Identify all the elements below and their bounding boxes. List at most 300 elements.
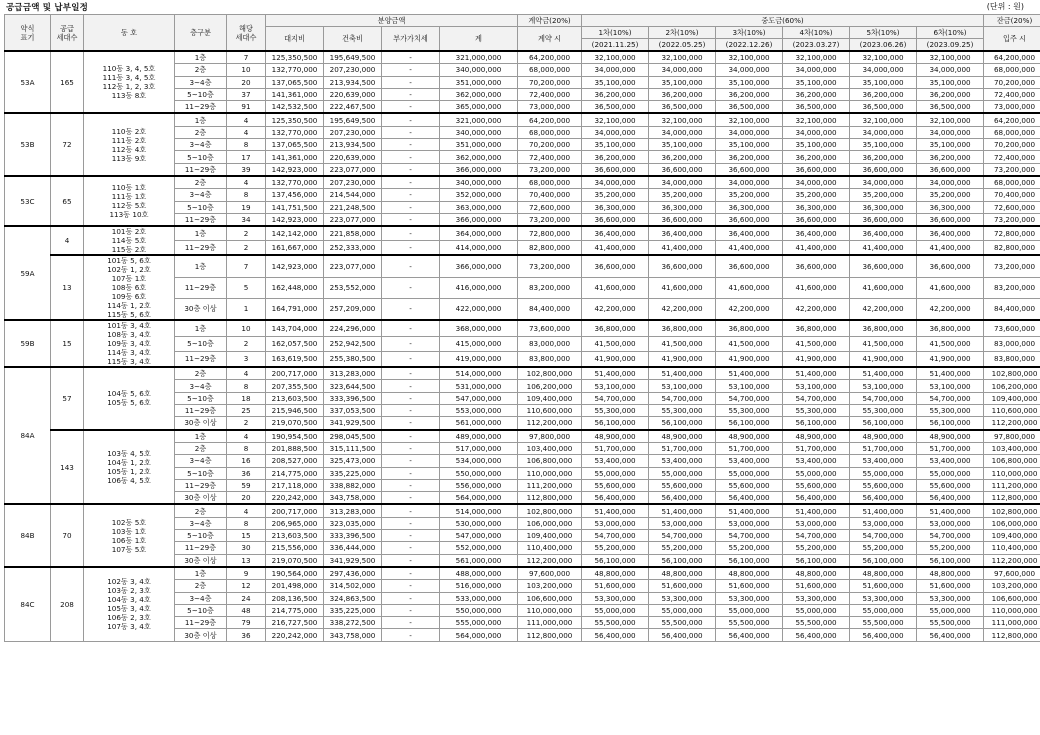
total-price: 321,000,000 [440,113,518,126]
floor-range: 5~10층 [175,88,227,100]
land-price: 208,136,500 [266,592,324,604]
installment-3-amount: 53,100,000 [716,380,783,392]
total-price: 514,000,000 [440,367,518,380]
type-code: 59B [5,320,51,367]
installment-5-amount: 56,100,000 [850,554,917,567]
balance-amount: 68,000,000 [984,126,1040,138]
balance-amount: 109,400,000 [984,530,1040,542]
installment-5-amount: 36,500,000 [850,101,917,114]
unit-count: 8 [227,139,266,151]
installment-4-amount: 36,400,000 [783,226,850,241]
installment-4-amount: 34,000,000 [783,126,850,138]
installment-6-amount: 41,500,000 [917,336,984,351]
building-price: 257,209,000 [324,298,382,320]
installment-5-amount: 36,300,000 [850,201,917,213]
installment-2-amount: 54,700,000 [649,530,716,542]
unit-count: 24 [227,592,266,604]
installment-3-amount: 42,200,000 [716,298,783,320]
floor-range: 2층 [175,367,227,380]
building-price: 207,230,000 [324,126,382,138]
total-price: 550,000,000 [440,604,518,616]
building-price: 297,436,000 [324,567,382,580]
installment-3-amount: 34,000,000 [716,64,783,76]
total-price: 362,000,000 [440,151,518,163]
vat-value: - [382,405,440,417]
installment-3-amount: 51,400,000 [716,504,783,517]
deposit-amount: 73,200,000 [518,255,582,277]
unit-count: 34 [227,213,266,226]
building-price: 213,934,500 [324,139,382,151]
installment-1-amount: 36,800,000 [582,320,649,336]
installment-1-amount: 42,200,000 [582,298,649,320]
installment-1-amount: 55,600,000 [582,479,649,491]
installment-4-amount: 53,100,000 [783,380,850,392]
installment-3-amount: 36,600,000 [716,163,783,176]
installment-2-amount: 56,100,000 [649,417,716,430]
installment-4-amount: 36,600,000 [783,213,850,226]
balance-amount: 64,200,000 [984,113,1040,126]
vat-value: - [382,530,440,542]
building-price: 343,758,000 [324,492,382,505]
vat-value: - [382,629,440,641]
total-price: 366,000,000 [440,213,518,226]
installment-4-amount: 36,600,000 [783,255,850,277]
table-row [5,320,1040,336]
installment-2-amount: 41,500,000 [649,336,716,351]
total-price: 340,000,000 [440,176,518,189]
floor-range: 2층 [175,580,227,592]
dong-ho-list: 103동 4, 5호 104동 1, 2호 105동 1, 2호 106동 4, 5호 [84,430,175,505]
vat-value: - [382,298,440,320]
vat-value: - [382,417,440,430]
installment-4-amount: 54,700,000 [783,392,850,404]
installment-3-amount: 54,700,000 [716,530,783,542]
installment-1-amount: 36,200,000 [582,151,649,163]
vat-value: - [382,76,440,88]
installment-3-amount: 41,600,000 [716,277,783,298]
total-price: 533,000,000 [440,592,518,604]
header-type: 약식 표기 [5,15,51,52]
installment-1-amount: 51,400,000 [582,367,649,380]
installment-4-amount: 55,000,000 [783,467,850,479]
unit-count: 7 [227,255,266,277]
installment-6-amount: 53,100,000 [917,380,984,392]
header-installment-2: 2차(10%) [649,27,716,39]
floor-range: 1층 [175,113,227,126]
building-price: 341,929,500 [324,554,382,567]
installment-2-amount: 32,100,000 [649,113,716,126]
unit-count: 4 [227,126,266,138]
installment-6-amount: 35,200,000 [917,189,984,201]
header-land: 대지비 [266,27,324,52]
header-installment-date-5: (2023.06.26) [850,39,917,52]
installment-6-amount: 41,600,000 [917,277,984,298]
vat-value: - [382,351,440,367]
installment-5-amount: 41,400,000 [850,241,917,256]
installment-4-amount: 48,800,000 [783,567,850,580]
unit-count: 2 [227,241,266,256]
installment-4-amount: 53,400,000 [783,455,850,467]
installment-6-amount: 36,600,000 [917,255,984,277]
land-price: 137,065,500 [266,139,324,151]
installment-5-amount: 35,200,000 [850,189,917,201]
installment-2-amount: 56,400,000 [649,492,716,505]
floor-range: 11~29층 [175,405,227,417]
installment-3-amount: 53,400,000 [716,455,783,467]
floor-range: 5~10층 [175,392,227,404]
installment-5-amount: 53,100,000 [850,380,917,392]
installment-2-amount: 55,500,000 [649,617,716,629]
floor-range: 5~10층 [175,530,227,542]
installment-4-amount: 56,400,000 [783,629,850,641]
installment-5-amount: 55,000,000 [850,467,917,479]
installment-4-amount: 41,600,000 [783,277,850,298]
land-price: 214,775,000 [266,604,324,616]
installment-5-amount: 36,600,000 [850,213,917,226]
unit-count: 36 [227,467,266,479]
vat-value: - [382,392,440,404]
installment-3-amount: 36,600,000 [716,213,783,226]
installment-1-amount: 53,400,000 [582,455,649,467]
table-row [5,226,1040,241]
building-price: 333,396,500 [324,530,382,542]
unit-count: 9 [227,567,266,580]
floor-range: 2층 [175,126,227,138]
installment-5-amount: 55,600,000 [850,479,917,491]
installment-1-amount: 53,000,000 [582,517,649,529]
table-body [5,51,1040,641]
balance-amount: 112,800,000 [984,492,1040,505]
balance-amount: 72,400,000 [984,151,1040,163]
installment-2-amount: 36,300,000 [649,201,716,213]
unit-count: 8 [227,189,266,201]
installment-4-amount: 34,000,000 [783,176,850,189]
unit-count: 2 [227,336,266,351]
installment-1-amount: 34,000,000 [582,64,649,76]
installment-4-amount: 51,700,000 [783,442,850,454]
installment-5-amount: 55,300,000 [850,405,917,417]
installment-1-amount: 55,300,000 [582,405,649,417]
land-price: 200,717,000 [266,367,324,380]
land-price: 142,142,000 [266,226,324,241]
vat-value: - [382,163,440,176]
unit-count: 4 [227,430,266,443]
installment-1-amount: 56,100,000 [582,417,649,430]
balance-amount: 110,000,000 [984,604,1040,616]
installment-2-amount: 55,300,000 [649,405,716,417]
installment-1-amount: 36,600,000 [582,213,649,226]
land-price: 190,564,000 [266,567,324,580]
installment-2-amount: 51,600,000 [649,580,716,592]
installment-4-amount: 36,300,000 [783,201,850,213]
floor-range: 5~10층 [175,604,227,616]
floor-range: 3~4층 [175,189,227,201]
installment-6-amount: 36,600,000 [917,163,984,176]
installment-2-amount: 41,400,000 [649,241,716,256]
total-price: 530,000,000 [440,517,518,529]
header-vat: 부가가치세 [382,27,440,52]
header-installment-date-2: (2022.05.25) [649,39,716,52]
building-price: 323,644,500 [324,380,382,392]
unit-count: 18 [227,392,266,404]
installment-4-amount: 36,600,000 [783,163,850,176]
balance-amount: 103,200,000 [984,580,1040,592]
unit-count: 4 [227,367,266,380]
floor-range: 30층 이상 [175,492,227,505]
land-price: 142,923,000 [266,163,324,176]
installment-3-amount: 36,400,000 [716,226,783,241]
balance-amount: 72,600,000 [984,201,1040,213]
installment-3-amount: 55,600,000 [716,479,783,491]
building-price: 335,225,000 [324,467,382,479]
header-deposit: 계약금(20%) [518,15,582,27]
building-price: 214,544,000 [324,189,382,201]
land-price: 201,888,500 [266,442,324,454]
vat-value: - [382,504,440,517]
total-price: 547,000,000 [440,392,518,404]
total-price: 531,000,000 [440,380,518,392]
installment-3-amount: 36,200,000 [716,88,783,100]
header-deposit-sub: 계약 시 [518,27,582,52]
unit-count: 2 [227,226,266,241]
balance-amount: 106,600,000 [984,592,1040,604]
installment-2-amount: 53,100,000 [649,380,716,392]
floor-range: 11~29층 [175,479,227,491]
balance-amount: 111,200,000 [984,479,1040,491]
installment-1-amount: 36,500,000 [582,101,649,114]
installment-1-amount: 32,100,000 [582,113,649,126]
header-units: 해당 세대수 [227,15,266,52]
header-households: 공급 세대수 [51,15,84,52]
deposit-amount: 70,200,000 [518,76,582,88]
installment-1-amount: 36,600,000 [582,163,649,176]
header-sale-price: 분양금액 [266,15,518,27]
floor-range: 3~4층 [175,592,227,604]
deposit-amount: 110,600,000 [518,405,582,417]
deposit-amount: 73,000,000 [518,101,582,114]
deposit-amount: 84,400,000 [518,298,582,320]
installment-3-amount: 35,200,000 [716,189,783,201]
installment-2-amount: 54,700,000 [649,392,716,404]
installment-1-amount: 51,700,000 [582,442,649,454]
balance-amount: 97,600,000 [984,567,1040,580]
installment-2-amount: 36,200,000 [649,151,716,163]
floor-range: 3~4층 [175,76,227,88]
installment-3-amount: 55,200,000 [716,542,783,554]
deposit-amount: 68,000,000 [518,176,582,189]
table-row [5,430,1040,443]
balance-amount: 64,200,000 [984,51,1040,64]
balance-amount: 70,400,000 [984,189,1040,201]
installment-4-amount: 32,100,000 [783,113,850,126]
balance-amount: 73,600,000 [984,320,1040,336]
header-installment-6: 6차(10%) [917,27,984,39]
total-price: 516,000,000 [440,580,518,592]
header-total: 계 [440,27,518,52]
installment-2-amount: 41,900,000 [649,351,716,367]
floor-range: 11~29층 [175,617,227,629]
installment-4-amount: 34,000,000 [783,64,850,76]
vat-value: - [382,126,440,138]
building-price: 221,858,000 [324,226,382,241]
balance-amount: 83,200,000 [984,277,1040,298]
installment-5-amount: 41,500,000 [850,336,917,351]
total-price: 552,000,000 [440,542,518,554]
deposit-amount: 112,200,000 [518,417,582,430]
building-price: 338,272,500 [324,617,382,629]
installment-2-amount: 51,400,000 [649,504,716,517]
installment-3-amount: 36,300,000 [716,201,783,213]
floor-range: 3~4층 [175,455,227,467]
building-price: 195,649,500 [324,51,382,64]
building-price: 213,934,500 [324,76,382,88]
header-installment-date-6: (2023.09.25) [917,39,984,52]
installment-3-amount: 35,100,000 [716,76,783,88]
dong-ho-list: 101동 3, 4호 108동 3, 4호 109동 3, 4호 114동 3, 4호 115동 3, 4호 [84,320,175,367]
installment-4-amount: 51,600,000 [783,580,850,592]
dong-ho-list: 110동 2호 111동 2호 112동 4호 113동 9호 [84,113,175,175]
total-price: 488,000,000 [440,567,518,580]
installment-1-amount: 41,400,000 [582,241,649,256]
total-price: 550,000,000 [440,467,518,479]
deposit-amount: 102,800,000 [518,367,582,380]
floor-range: 11~29층 [175,241,227,256]
total-price: 555,000,000 [440,617,518,629]
deposit-amount: 109,400,000 [518,392,582,404]
vat-value: - [382,101,440,114]
installment-6-amount: 41,400,000 [917,241,984,256]
floor-range: 2층 [175,64,227,76]
land-price: 216,727,500 [266,617,324,629]
installment-2-amount: 34,000,000 [649,64,716,76]
installment-2-amount: 55,000,000 [649,467,716,479]
building-price: 324,863,500 [324,592,382,604]
floor-range: 11~29층 [175,163,227,176]
installment-1-amount: 56,400,000 [582,629,649,641]
total-price: 362,000,000 [440,88,518,100]
balance-amount: 102,800,000 [984,367,1040,380]
unit-count: 39 [227,163,266,176]
installment-2-amount: 35,200,000 [649,189,716,201]
installment-3-amount: 36,800,000 [716,320,783,336]
total-price: 422,000,000 [440,298,518,320]
deposit-amount: 83,800,000 [518,351,582,367]
installment-2-amount: 55,200,000 [649,542,716,554]
vat-value: - [382,542,440,554]
installment-5-amount: 34,000,000 [850,64,917,76]
land-price: 141,361,000 [266,151,324,163]
land-price: 125,350,500 [266,113,324,126]
deposit-amount: 83,000,000 [518,336,582,351]
installment-3-amount: 36,600,000 [716,255,783,277]
balance-amount: 110,600,000 [984,405,1040,417]
land-price: 142,923,000 [266,213,324,226]
deposit-amount: 112,800,000 [518,629,582,641]
total-price: 365,000,000 [440,101,518,114]
installment-2-amount: 51,700,000 [649,442,716,454]
header-installment-3: 3차(10%) [716,27,783,39]
installment-5-amount: 36,200,000 [850,88,917,100]
unit-count: 4 [227,113,266,126]
installment-1-amount: 48,800,000 [582,567,649,580]
building-price: 298,045,500 [324,430,382,443]
installment-2-amount: 36,600,000 [649,163,716,176]
land-price: 213,603,500 [266,392,324,404]
header-floor: 층구분 [175,15,227,52]
household-count: 15 [51,320,84,367]
installment-6-amount: 42,200,000 [917,298,984,320]
installment-3-amount: 54,700,000 [716,392,783,404]
deposit-amount: 106,800,000 [518,455,582,467]
floor-range: 30층 이상 [175,417,227,430]
installment-4-amount: 35,100,000 [783,76,850,88]
total-price: 415,000,000 [440,336,518,351]
vat-value: - [382,113,440,126]
deposit-amount: 64,200,000 [518,51,582,64]
installment-1-amount: 55,500,000 [582,617,649,629]
vat-value: - [382,442,440,454]
installment-5-amount: 51,400,000 [850,504,917,517]
installment-2-amount: 56,100,000 [649,554,716,567]
building-price: 223,077,000 [324,163,382,176]
unit-count: 37 [227,88,266,100]
total-price: 366,000,000 [440,163,518,176]
header-installment-date-4: (2023.03.27) [783,39,850,52]
dong-ho-list: 110동 3, 4, 5호 111동 3, 4, 5호 112동 1, 2, 3호 113동 8호 [84,51,175,113]
installment-3-amount: 34,000,000 [716,176,783,189]
deposit-amount: 97,800,000 [518,430,582,443]
dong-ho-list: 104동 5, 6호 105동 5, 6호 [84,367,175,429]
installment-5-amount: 36,400,000 [850,226,917,241]
installment-6-amount: 55,200,000 [917,542,984,554]
floor-range: 5~10층 [175,336,227,351]
installment-4-amount: 56,100,000 [783,417,850,430]
installment-2-amount: 42,200,000 [649,298,716,320]
deposit-amount: 72,400,000 [518,88,582,100]
balance-amount: 73,200,000 [984,163,1040,176]
balance-amount: 84,400,000 [984,298,1040,320]
building-price: 207,230,000 [324,64,382,76]
installment-3-amount: 55,500,000 [716,617,783,629]
building-price: 335,225,000 [324,604,382,616]
installment-5-amount: 54,700,000 [850,392,917,404]
floor-range: 1층 [175,51,227,64]
total-price: 416,000,000 [440,277,518,298]
type-code: 53A [5,51,51,113]
building-price: 325,473,000 [324,455,382,467]
unit-note: (단위 : 원) [986,2,1024,11]
table-header [5,15,1040,52]
unit-count: 1 [227,298,266,320]
installment-5-amount: 51,400,000 [850,367,917,380]
total-price: 514,000,000 [440,504,518,517]
type-code: 84B [5,504,51,566]
vat-value: - [382,139,440,151]
installment-4-amount: 54,700,000 [783,530,850,542]
total-price: 564,000,000 [440,492,518,505]
installment-1-amount: 35,100,000 [582,76,649,88]
installment-5-amount: 53,300,000 [850,592,917,604]
installment-6-amount: 36,200,000 [917,88,984,100]
unit-count: 36 [227,629,266,641]
installment-5-amount: 53,400,000 [850,455,917,467]
land-price: 219,070,500 [266,554,324,567]
installment-4-amount: 36,200,000 [783,88,850,100]
installment-3-amount: 56,400,000 [716,492,783,505]
installment-1-amount: 56,100,000 [582,554,649,567]
household-count: 57 [51,367,84,429]
total-price: 561,000,000 [440,554,518,567]
